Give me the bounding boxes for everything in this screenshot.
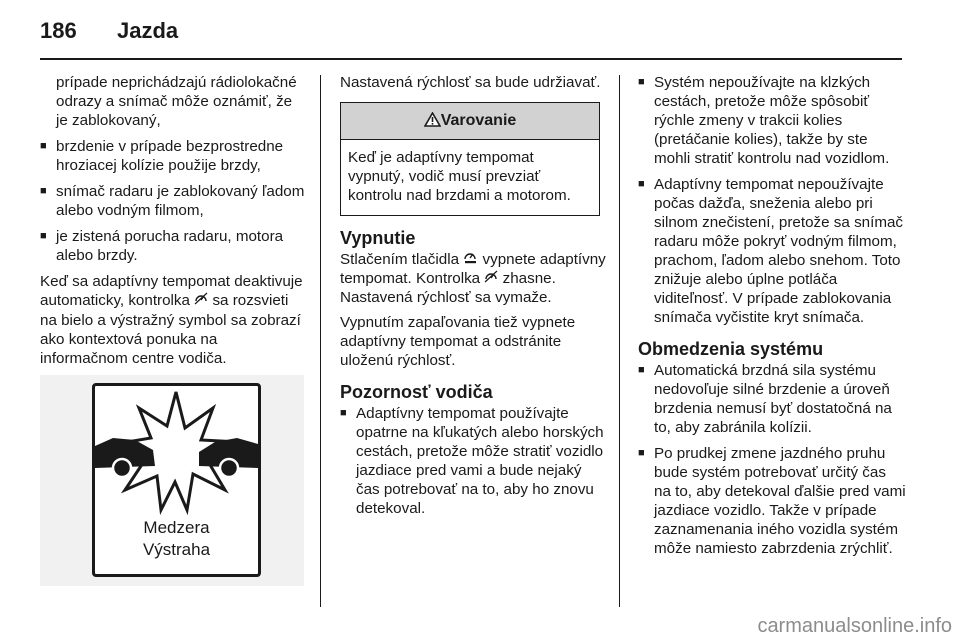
collision-warning-icon <box>95 386 258 516</box>
list-item: ■ je zistená porucha radaru, motora alebo brzdy. <box>40 227 308 265</box>
list-item: ■ Systém nepoužívajte na klzkých cestách, pretože môže spôsobiť rýchle zmeny v trakcii kolies (pretáčanie kolies), takže by ste mohli stratiť kontrolu nad vozidlom. <box>638 73 906 168</box>
column-left <box>40 73 308 374</box>
list-item: ■ Adaptívny tempomat nepoužívajte počas dažďa, sneženia alebo pri silnom znečistení, pretože sa snímač radaru môže pokryť vodným filmom, prachom, ľadom alebo snehom. Toto znižuje alebo úplne potláča viditeľnosť. V prípade zablokovania snímača vyčistite kryt snímača. <box>638 175 906 327</box>
warning-triangle-icon <box>424 112 441 129</box>
list-item: ■ brzdenie v prípade bezprostredne hroziacej kolízie použije brzdy, <box>40 137 308 175</box>
bullet-list <box>638 361 906 558</box>
list-item: ■ Adaptívny tempomat používajte opatrne na kľukatých alebo horských cestách, pretože môže stratiť vozidlo jazdiace pred vami a bude nejaký čas potrebovať na to, aby ho znovu detekoval. <box>340 404 606 518</box>
cruise-control-icon <box>194 294 208 309</box>
heading-obmedzenia: Obmedzenia systému <box>638 339 824 359</box>
column-divider-left <box>320 75 321 607</box>
section-title: Jazda <box>117 18 179 43</box>
bullet-list <box>340 404 606 518</box>
warning-header <box>341 103 599 140</box>
deactivation-paragraph: Keď sa adaptívny tempomat deaktivuje automaticky, kontrolka sa rozsvieti na bielo a výstražný symbol sa zobrazí ako kontextová ponuka na informačnom centre vodiča. <box>40 273 303 367</box>
figure-collision-warning <box>40 375 304 586</box>
intro-paragraph: Nastavená rýchlosť sa bude udržiavať. <box>340 74 601 91</box>
vypnutie-paragraph: Stlačením tlačidla vypnete adaptívny tempomat. Kontrolka zhasne. Nastavená rýchlosť sa vymaže. <box>340 251 606 306</box>
cruise-control-icon <box>484 270 498 287</box>
display-line-gap: Medzera <box>143 518 210 537</box>
header-rule <box>40 58 902 60</box>
warning-text: Keď je adaptívny tempomat vypnutý, vodič musí prevziať kontrolu nad brzdami a motorom. <box>348 149 571 204</box>
bullet-list <box>40 137 308 265</box>
list-item: ■ Po prudkej zmene jazdného pruhu bude systém potrebovať určitý čas na to, aby detekoval ďalšie pred vami jazdiace vozidlo. Takže v prípade zaznamenania iného vozidla systém môže namiesto zabrzdenia zrýchliť. <box>638 444 906 558</box>
list-item: ■ snímač radaru je zablokovaný ľadom alebo vodným filmom, <box>40 182 308 220</box>
list-item: ■ Automatická brzdná sila systému nedovoľuje silné brzdenie a úroveň brzdenia nemusí byť dostatočná na to, aby zabránila kolízii. <box>638 361 906 437</box>
column-right <box>638 73 906 565</box>
watermark: carmanualsonline.info <box>757 615 952 637</box>
heading-pozornost: Pozornosť vodiča <box>340 382 493 402</box>
column-divider-right <box>619 75 620 607</box>
bullet-list <box>638 73 906 327</box>
column-middle <box>340 73 606 525</box>
ignition-paragraph: Vypnutím zapaľovania tiež vypnete adaptívny tempomat a odstránite uloženú rýchlosť. <box>340 314 576 369</box>
warning-box <box>340 102 600 216</box>
page-header <box>40 18 902 48</box>
heading-vypnutie: Vypnutie <box>340 228 416 248</box>
bullet-continuation: prípade neprichádzajú rádiolokačné odrazy a snímač môže oznámiť, že je zablokovaný, <box>56 74 297 129</box>
display-line-warning: Výstraha <box>142 540 211 559</box>
warning-title: Varovanie <box>440 112 517 129</box>
driver-information-display <box>92 383 261 577</box>
page-number: 186 <box>40 18 77 43</box>
cruise-cancel-icon <box>463 251 478 268</box>
